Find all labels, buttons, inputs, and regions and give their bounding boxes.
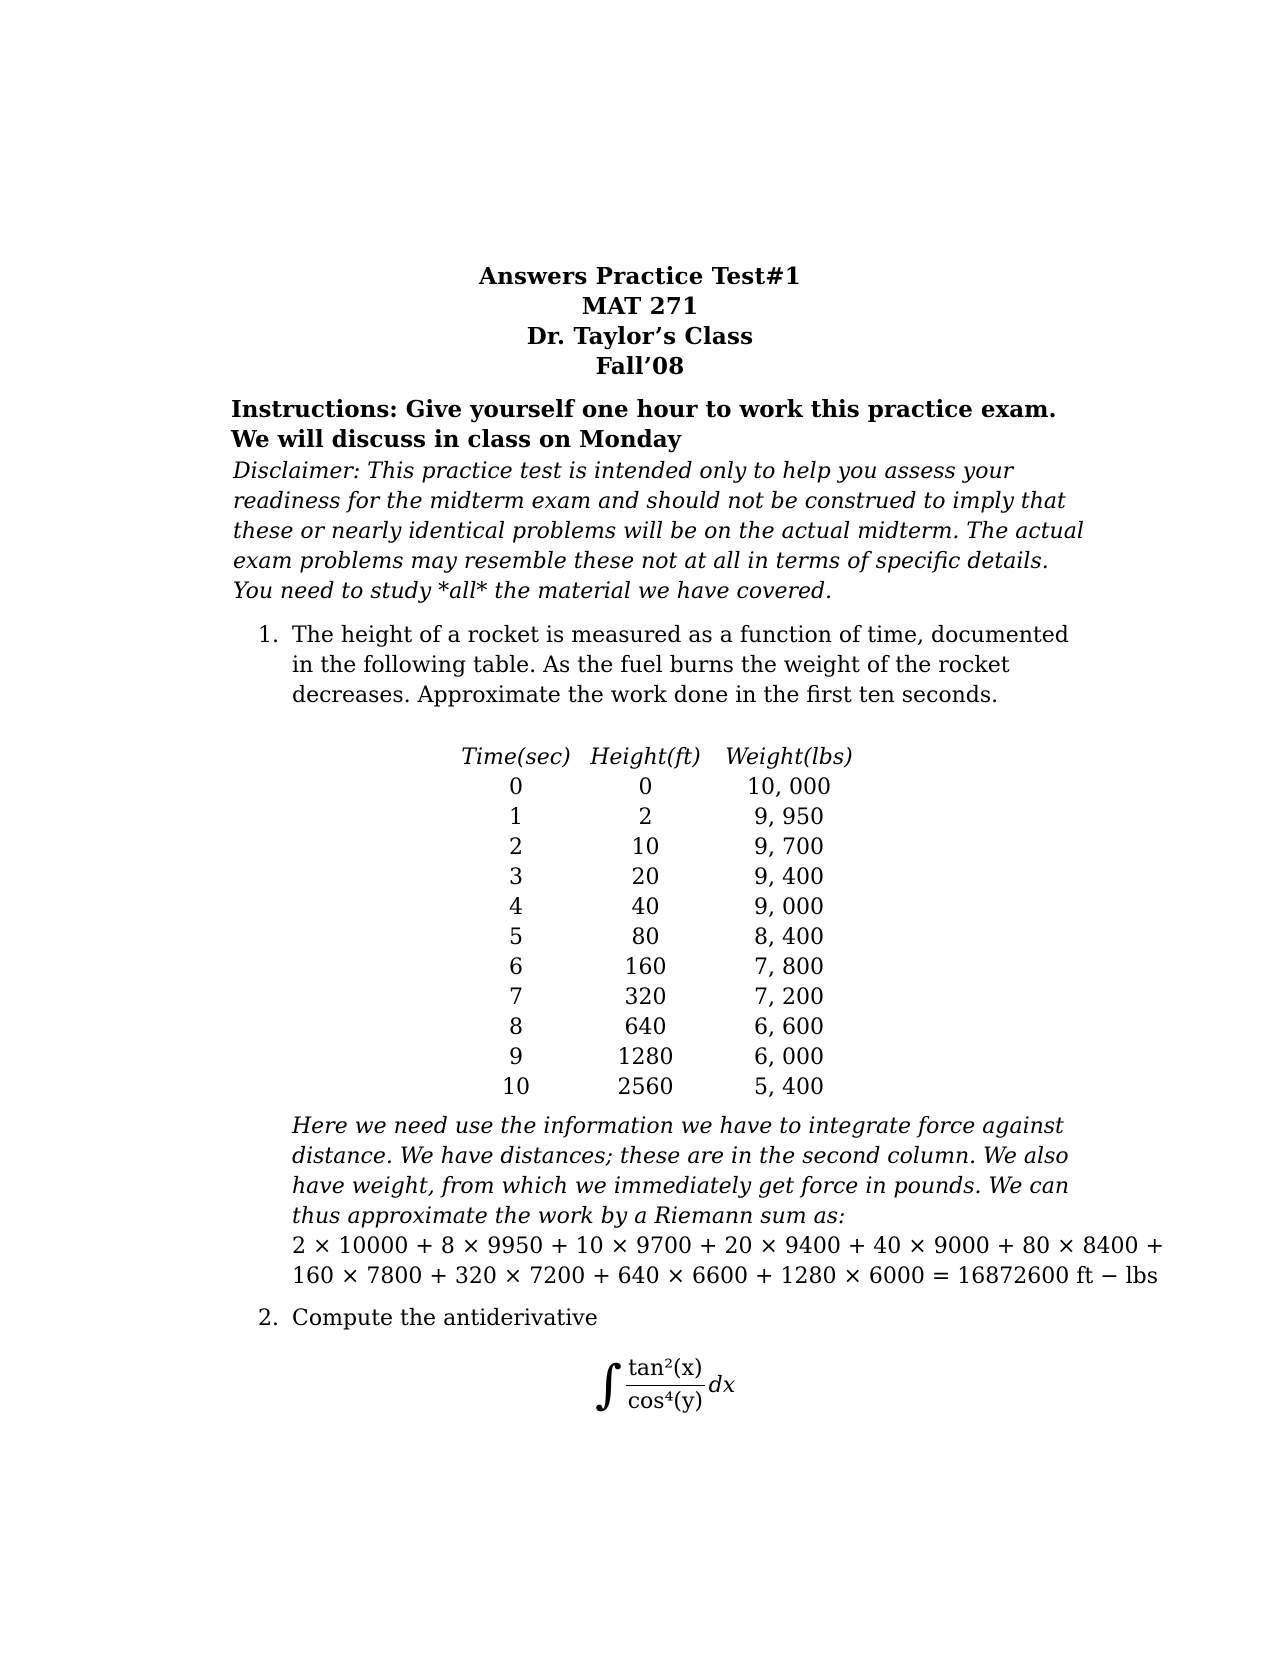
table-row: [455, 983, 895, 1013]
cell-time: 3: [509, 865, 523, 890]
disclaimer: [233, 457, 1093, 607]
cell-time: 1: [509, 805, 523, 830]
question-1-line: in the following table. As the fuel burns the weight of the rocket: [292, 653, 1010, 678]
disclaimer-line: exam problems may resemble these not at all in terms of specific details.: [233, 549, 1049, 574]
instructions: [231, 395, 1091, 455]
cell-height: 40: [631, 895, 660, 920]
cell-height: 2: [638, 805, 653, 830]
cell-weight: 9, 700: [754, 835, 824, 860]
fraction-numerator: tan²(x): [626, 1355, 705, 1386]
cell-weight: 5, 400: [754, 1075, 824, 1100]
disclaimer-line: You need to study *all* the material we have covered.: [233, 579, 833, 604]
integral-sign: ∫: [595, 1355, 623, 1415]
table-row: [455, 893, 895, 923]
header-height: Height(ft): [590, 745, 701, 770]
title-line-1: Answers Practice Test#1: [479, 263, 801, 290]
table-row: [455, 953, 895, 983]
table-row: [455, 833, 895, 863]
cell-time: 4: [509, 895, 523, 920]
cell-weight: 7, 200: [754, 985, 824, 1010]
instructions-line-2: We will discuss in class on Monday: [231, 426, 681, 453]
question-2-number: 2.: [258, 1306, 279, 1331]
cell-time: 6: [509, 955, 523, 980]
question-2-text: Compute the antiderivative: [292, 1306, 598, 1331]
cell-height: 80: [631, 925, 660, 950]
instructions-line-1: Instructions: Give yourself one hour to work this practice exam.: [231, 396, 1057, 423]
integral-expression: [595, 1345, 735, 1425]
title-line-4: Fall’08: [595, 353, 685, 380]
answer-math-line: 160 × 7800 + 320 × 7200 + 640 × 6600 + 1280 × 6000 = 16872600 ft − lbs: [292, 1264, 1159, 1289]
cell-time: 7: [509, 985, 523, 1010]
table-row: [455, 1013, 895, 1043]
cell-time: 8: [509, 1015, 523, 1040]
title-block: [0, 262, 1280, 382]
question-1-number: 1.: [258, 623, 279, 648]
question-1-line: The height of a rocket is measured as a function of time, documented: [292, 623, 1069, 648]
cell-time: 2: [509, 835, 523, 860]
title-line-2: MAT 271: [581, 293, 699, 320]
answer-line: distance. We have distances; these are in the second column. We also: [292, 1144, 1069, 1169]
table-header-row: [455, 743, 895, 773]
table-row: [455, 1043, 895, 1073]
cell-weight: 6, 600: [754, 1015, 824, 1040]
cell-time: 10: [502, 1075, 530, 1100]
header-weight: Weight(lbs): [725, 745, 853, 770]
disclaimer-line: readiness for the midterm exam and should not be construed to imply that: [233, 489, 1066, 514]
answer-math-line: 2 × 10000 + 8 × 9950 + 10 × 9700 + 20 × 9400 + 40 × 9000 + 80 × 8400 +: [292, 1234, 1164, 1259]
table-row: [455, 773, 895, 803]
question-1-answer-explanation: [292, 1112, 1082, 1232]
cell-height: 320: [624, 985, 667, 1010]
cell-weight: 8, 400: [754, 925, 824, 950]
disclaimer-line: Disclaimer: This practice test is intended only to help you assess your: [233, 459, 1014, 484]
table-row: [455, 863, 895, 893]
table-row: [455, 803, 895, 833]
question-1-answer-math: [292, 1232, 1164, 1292]
answer-line: have weight, from which we immediately get force in pounds. We can: [292, 1174, 1069, 1199]
answer-line: thus approximate the work by a Riemann sum as:: [292, 1204, 846, 1229]
fraction: [626, 1355, 705, 1416]
cell-time: 0: [509, 775, 523, 800]
differential: dx: [708, 1372, 736, 1398]
cell-weight: 9, 400: [754, 865, 824, 890]
cell-time: 9: [509, 1045, 523, 1070]
cell-time: 5: [509, 925, 523, 950]
header-time: Time(sec): [461, 745, 571, 770]
question-1-line: decreases. Approximate the work done in the first ten seconds.: [292, 683, 999, 708]
title-line-3: Dr. Taylor’s Class: [526, 323, 754, 350]
cell-weight: 7, 800: [754, 955, 824, 980]
cell-weight: 9, 000: [754, 895, 824, 920]
rocket-data-table: [455, 743, 895, 1103]
answer-line: Here we need use the information we have to integrate force against: [292, 1114, 1064, 1139]
table-row: [455, 923, 895, 953]
cell-height: 640: [624, 1015, 667, 1040]
cell-weight: 9, 950: [754, 805, 824, 830]
question-1-text: [292, 621, 1092, 711]
cell-height: 1280: [617, 1045, 674, 1070]
table-row: [455, 1073, 895, 1103]
cell-height: 20: [631, 865, 660, 890]
cell-weight: 10, 000: [747, 775, 831, 800]
cell-height: 0: [638, 775, 653, 800]
fraction-denominator: cos⁴(y): [627, 1388, 703, 1414]
cell-height: 160: [624, 955, 667, 980]
cell-height: 2560: [617, 1075, 674, 1100]
cell-height: 10: [631, 835, 660, 860]
cell-weight: 6, 000: [754, 1045, 824, 1070]
disclaimer-line: these or nearly identical problems will be on the actual midterm. The actual: [233, 519, 1084, 544]
